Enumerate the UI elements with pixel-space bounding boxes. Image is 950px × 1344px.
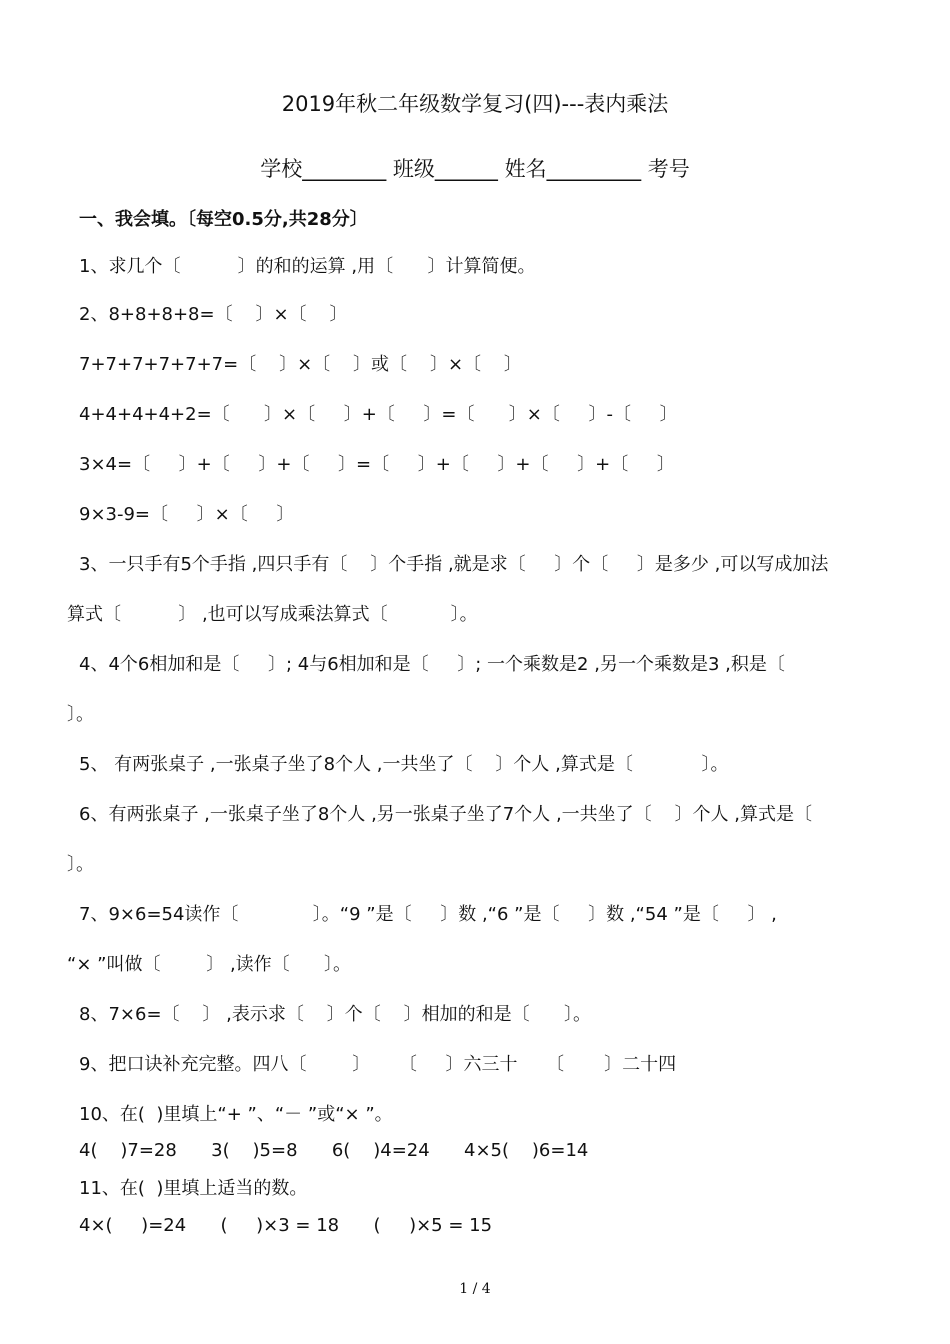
question-10-items: 4( )7=28 3( )5=8 6( )4=24 4×5( )6=14 [79, 1140, 589, 1161]
question-2-line-c: 4+4+4+4+2=〔 〕×〔 〕+〔 〕=〔 〕×〔 〕-〔 〕 [79, 404, 678, 425]
question-10: 10、在( )里填上“+ ”、“－ ”或“× ”。 [79, 1104, 393, 1125]
section-heading: 一、我会填。〔每空0.5分,共28分〕 [79, 209, 368, 230]
question-7-continued: “× ”叫做〔 〕 ,读作〔 〕。 [67, 954, 352, 975]
question-2: 2、8+8+8+8=〔 〕×〔 〕 [79, 304, 348, 325]
question-1: 1、求几个〔 〕的和的运算 ,用〔 〕计算简便。 [79, 256, 536, 277]
page-number: 1 / 4 [459, 1281, 491, 1297]
question-6: 6、有两张桌子 ,一张桌子坐了8个人 ,另一张桌子坐了7个人 ,一共坐了〔 〕个人 ,算式是〔 [79, 804, 813, 825]
question-11-items: 4×( )=24 ( )×3 = 18 ( )×5 = 15 [79, 1215, 493, 1236]
student-info-line: 学校________ 班级______ 姓名_________ 考号 [260, 157, 690, 181]
question-2-line-e: 9×3-9=〔 〕×〔 〕 [79, 504, 295, 525]
question-7: 7、9×6=54读作〔 〕。“9 ”是〔 〕数 ,“6 ”是〔 〕数 ,“54 ”是〔 〕 , [79, 904, 777, 925]
page-title: 2019年秋二年级数学复习(四)---表内乘法 [281, 92, 669, 116]
question-2-line-d: 3×4=〔 〕+〔 〕+〔 〕=〔 〕+〔 〕+〔 〕+〔 〕 [79, 454, 675, 475]
question-3-continued: 算式〔 〕 ,也可以写成乘法算式〔 〕。 [67, 604, 478, 625]
question-2-line-b: 7+7+7+7+7+7=〔 〕×〔 〕或〔 〕×〔 〕 [79, 354, 522, 375]
question-4-continued: 〕。 [67, 704, 94, 725]
question-8: 8、7×6=〔 〕 ,表示求〔 〕个〔 〕相加的和是〔 〕。 [79, 1004, 591, 1025]
question-3: 3、一只手有5个手指 ,四只手有〔 〕个手指 ,就是求〔 〕个〔 〕是多少 ,可以写成加法 [79, 554, 829, 575]
question-6-continued: 〕。 [67, 854, 94, 875]
question-11: 11、在( )里填上适当的数。 [79, 1178, 308, 1199]
question-5: 5、 有两张桌子 ,一张桌子坐了8个人 ,一共坐了〔 〕个人 ,算式是〔 〕。 [79, 754, 729, 775]
question-4: 4、4个6相加和是〔 〕; 4与6相加和是〔 〕; 一个乘数是2 ,另一个乘数是3 ,积是〔 [79, 654, 785, 675]
question-9: 9、把口诀补充完整。四八〔 〕 〔 〕六三十 〔 〕二十四 [79, 1054, 677, 1075]
